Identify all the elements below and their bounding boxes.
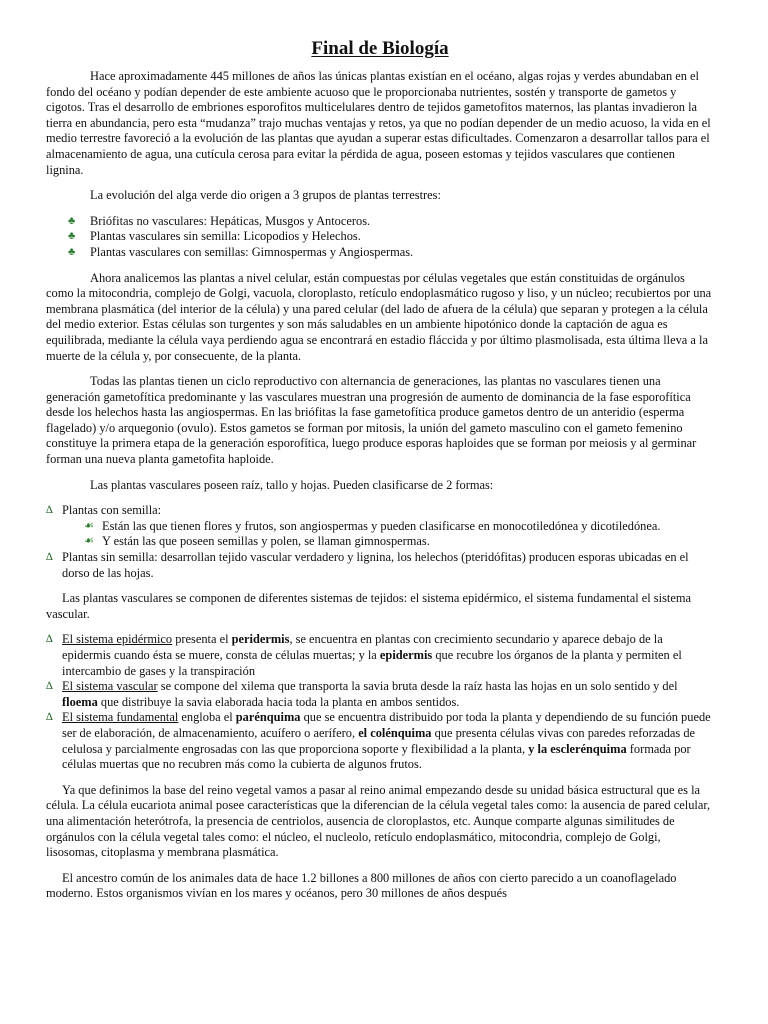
paragraph-cells: Ahora analicemos las plantas a nivel celular, están compuestas por células vegetales que están constituidas de orgánulos como la mitocondria, complejo de Golgi, vacuola, cloroplasto, retículo endoplasmático rugoso y liso, y un núcleo; recubiertos por una membrana plasmática (del interior de la célula) y una pared celular (del lado de afuera de la célula) que separan y protegen a la célula del medio exterior. Estas células son turgentes y son más saludables en un ambiente hipotónico donde la captación de agua es equilibrada, mediante la célula vaya perdiendo agua se encontrará en estadio fláccida y por último plasmolisada, esta última lleva a la muerte de la célula y, por consecuente, de la planta. xyxy=(46,270,712,363)
list-item: ☙ Están las que tienen flores y frutos, son angiospermas y pueden clasificarse en monocotiledónea y dicotiledónea. xyxy=(84,518,661,533)
paragraph-intro: Hace aproximadamente 445 millones de años las únicas plantas existían en el océano, algas rojas y verdes abundaban en el fondo del océano y podían depender de este ambiente acuoso que le proporcionaba nutrientes, sostén y transporte de gametos y cigotos. Tras el desarrollo de embriones esporofitos multicelulares dentro de tejidos gametofitos maternos, las plantas invadieron la tierra en abundancia, pero esta “mudanza” trajo muchas ventajas y retos, ya que no podían depender de un medio acuoso, la vida en el medio terrestre favoreció a la evolución de las plantas que ayudan a superar estas dificultades. Comenzaron a desarrollar tallos para el almacenamiento de agua, una cutícula cerosa para evitar la pérdida de agua, poseen estomas y tejidos vasculares que contienen lignina. xyxy=(46,69,711,177)
list-item: ∆ El sistema epidérmico presenta el peridermis, se encuentra en plantas con crecimiento secundario y aparece debajo de la epidermis cuando ésta se muere, consta de células muertas; y la epidermis que recubre los órganos de la planta y permiten el intercambio de gases y la transpiración xyxy=(46,632,682,678)
classification-list xyxy=(46,503,714,581)
tissue-systems-list xyxy=(46,632,714,772)
paragraph-evolution: La evolución del alga verde dio origen a 3 grupos de plantas terrestres: xyxy=(90,188,441,203)
list-item: ♣ Plantas vasculares sin semilla: Licopodios y Helechos. xyxy=(68,229,361,244)
list-item: ♣ Briófitas no vasculares: Hepáticas, Musgos y Antoceros. xyxy=(68,213,371,228)
list-item: ☙ Y están las que poseen semillas y polen, se llaman gimnospermas. xyxy=(84,534,430,549)
list-item: ∆ Plantas con semilla: ☙ Están las que tienen flores y frutos, son angiospermas y pueden clasificarse en monocotiledónea y dicotiledónea. ☙ Y están las que poseen semillas y polen, se llaman gimnospermas. xyxy=(46,503,714,550)
club-icon: ♣ xyxy=(68,230,76,243)
triangle-icon: ∆ xyxy=(46,551,53,564)
leaf-icon: ☙ xyxy=(84,535,94,548)
list-item: ∆ El sistema vascular se compone del xilema que transporta la savia bruta desde la raíz hasta las hojas en un solo sentido y del floema que distribuye la savia elaborada hacia toda la planta en ambos sentidos. xyxy=(46,679,678,709)
paragraph-reproduction: Todas las plantas tienen un ciclo reproductivo con alternancia de generaciones, las plantas no vasculares tienen una generación gametofítica predominante y las vasculares muestran una progresión de aumento de dominancia de la fase esporofítica desde los helechos hasta las angiospermas. En las briófitas la fase gametofítica produce gametos dentro de un anteridio (esperma flagelado) y/o arquegonio (ovulo). Estos gametos se forman por mitosis, la unión del gameto masculino con el gameto femenino constituye la primera etapa de la generación esporofítica, luego produce esporas haploides que se forman por meiosis y al germinar forman una nueva planta gametofita haploide. xyxy=(46,374,697,467)
plant-groups-list xyxy=(46,214,714,261)
leaf-icon: ☙ xyxy=(84,519,94,532)
document-title: Final de Biología xyxy=(311,38,449,59)
paragraph-animal-cell: Ya que definimos la base del reino vegetal vamos a pasar al reino animal empezando desde su unidad básica estructural que es la célula. La célula eucariota animal posee características que la diferencian de la célula vegetal tales como: la ausencia de pared celular, una alimentación heterótrofa, la presencia de centriolos, ausencia de cloroplastos, etc. Aunque comparte algunas similitudes de orgánulos con la célula vegetal tales como: el núcleo, el nucleolo, retículo endoplasmático, mitocondria, complejo de Golgi, lisosomas, citoplasma y membrana plasmática. xyxy=(46,782,711,860)
club-icon: ♣ xyxy=(68,245,76,258)
triangle-icon: ∆ xyxy=(46,711,53,724)
triangle-icon: ∆ xyxy=(46,680,53,693)
list-item: ♣ Plantas vasculares con semillas: Gimnospermas y Angiospermas. xyxy=(68,244,414,259)
paragraph-vascular: Las plantas vasculares poseen raíz, tallo y hojas. Pueden clasificarse de 2 formas: xyxy=(90,477,494,492)
triangle-icon: ∆ xyxy=(46,633,53,646)
paragraph-tissues: Las plantas vasculares se componen de diferentes sistemas de tejidos: el sistema epidérmico, el sistema fundamental el sistema vascular. xyxy=(46,591,691,621)
list-item: ∆ El sistema fundamental engloba el parénquima que se encuentra distribuido por toda la planta y dependiendo de su función puede ser de elaboración, de almacenamiento, acuífero o aerífero, el colénquima que presenta células vivas con paredes reforzadas de celulosa y parcialmente engrosadas con las que proporciona soporte y flexibilidad a la planta, y la esclerénquima formada por células muertas que no recubren más como la cubierta de algunos frutos. xyxy=(46,710,711,772)
seed-sublist xyxy=(62,519,714,550)
list-item: ∆ Plantas sin semilla: desarrollan tejido vascular verdadero y lignina, los helechos (pteridófitas) producen esporas ubicadas en el dorso de las hojas. xyxy=(46,550,689,580)
paragraph-animal-ancestor: El ancestro común de los animales data de hace 1.2 billones a 800 millones de años con cierto parecido a un coanoflagelado moderno. Estos organismos vivían en los mares y océanos, pero 30 millones de años después xyxy=(46,870,677,901)
triangle-icon: ∆ xyxy=(46,504,53,517)
club-icon: ♣ xyxy=(68,214,76,227)
